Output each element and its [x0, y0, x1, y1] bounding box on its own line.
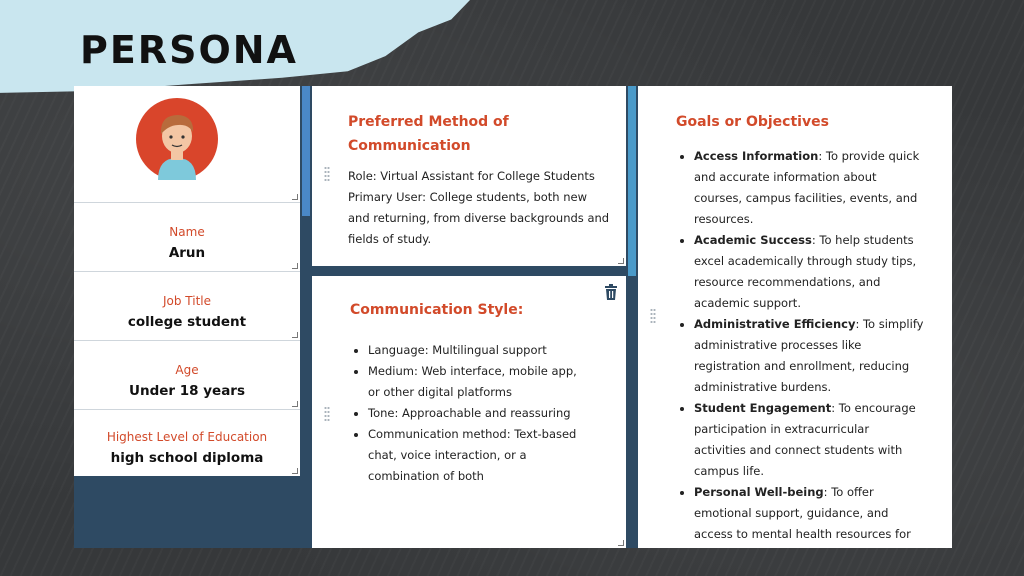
card-heading: Preferred Method of Communication: [348, 114, 509, 154]
avatar-cell[interactable]: [74, 86, 300, 203]
goal-text: : To encourage participation in extracurricular activities and connect students with campus life.: [694, 401, 916, 478]
persona-profile-column: [74, 86, 300, 476]
field-name[interactable]: [74, 203, 300, 272]
field-job-title[interactable]: [74, 272, 300, 341]
list-item: • Tone: Approachable and reassuring: [368, 403, 586, 424]
card-heading: Communication Style:: [350, 302, 524, 318]
drag-handle-icon[interactable]: [324, 166, 330, 182]
drag-handle-icon[interactable]: [650, 308, 656, 324]
field-label: Name: [169, 225, 205, 239]
resize-handle[interactable]: [292, 468, 298, 474]
goals-card[interactable]: [638, 86, 952, 548]
trash-icon[interactable]: [604, 284, 618, 300]
goal-title: Student Engagement: [694, 401, 832, 415]
drag-handle-icon[interactable]: [324, 406, 330, 422]
accent-bar: [302, 86, 310, 216]
accent-bar: [628, 86, 636, 276]
goal-title: Personal Well-being: [694, 485, 824, 499]
resize-handle[interactable]: [292, 194, 298, 200]
card-line: Role: Virtual Assistant for College Students: [348, 169, 595, 183]
field-label: Age: [175, 363, 199, 377]
resize-handle[interactable]: [618, 540, 624, 546]
communication-style-card[interactable]: [312, 276, 626, 548]
field-age[interactable]: [74, 341, 300, 410]
list-item: [694, 314, 924, 398]
card-line: Primary User: College students, both new and returning, from diverse backgrounds and fields of study.: [348, 190, 610, 246]
field-value: Under 18 years: [129, 383, 245, 399]
list-item: • Medium: Web interface, mobile app, or other digital platforms: [368, 361, 586, 403]
resize-handle[interactable]: [618, 258, 624, 264]
list-item: [694, 146, 924, 230]
boy-avatar-icon: [136, 98, 218, 180]
goal-text: : To simplify administrative processes like registration and enrollment, reducing administrative burdens.: [694, 317, 924, 394]
field-value: Arun: [168, 245, 206, 261]
field-education[interactable]: [74, 408, 300, 476]
goal-text: : To help students excel academically through study tips, resource recommendations, and academic support.: [694, 233, 917, 310]
communication-method-card[interactable]: [312, 86, 626, 266]
field-label: Job Title: [162, 294, 212, 308]
persona-panel: [74, 86, 952, 548]
resize-handle[interactable]: [292, 332, 298, 338]
goal-title: Access Information: [694, 149, 819, 163]
field-label: Highest Level of Education: [106, 430, 268, 444]
resize-handle[interactable]: [292, 401, 298, 407]
card-heading: Goals or Objectives: [676, 114, 829, 130]
style-list: [350, 340, 586, 487]
list-item: [694, 230, 924, 314]
goal-text: : To provide quick and accurate information about courses, campus facilities, events, and resources.: [694, 149, 920, 226]
list-item: [694, 398, 924, 482]
list-item: • Language: Multilingual support: [368, 340, 586, 361]
list-item: • Communication method: Text-based chat, voice interaction, or a combination of both: [368, 424, 586, 487]
goal-title: Academic Success: [694, 233, 812, 247]
field-value: college student: [127, 314, 247, 330]
resize-handle[interactable]: [292, 263, 298, 269]
goal-title: Administrative Efficiency: [694, 317, 856, 331]
slide-title: PERSONA: [80, 28, 298, 72]
goals-list: [676, 146, 924, 545]
field-value: high school diploma: [110, 450, 264, 466]
goal-text: : To offer emotional support, guidance, and access to mental health resources for: [694, 485, 911, 541]
list-item: [694, 482, 924, 545]
